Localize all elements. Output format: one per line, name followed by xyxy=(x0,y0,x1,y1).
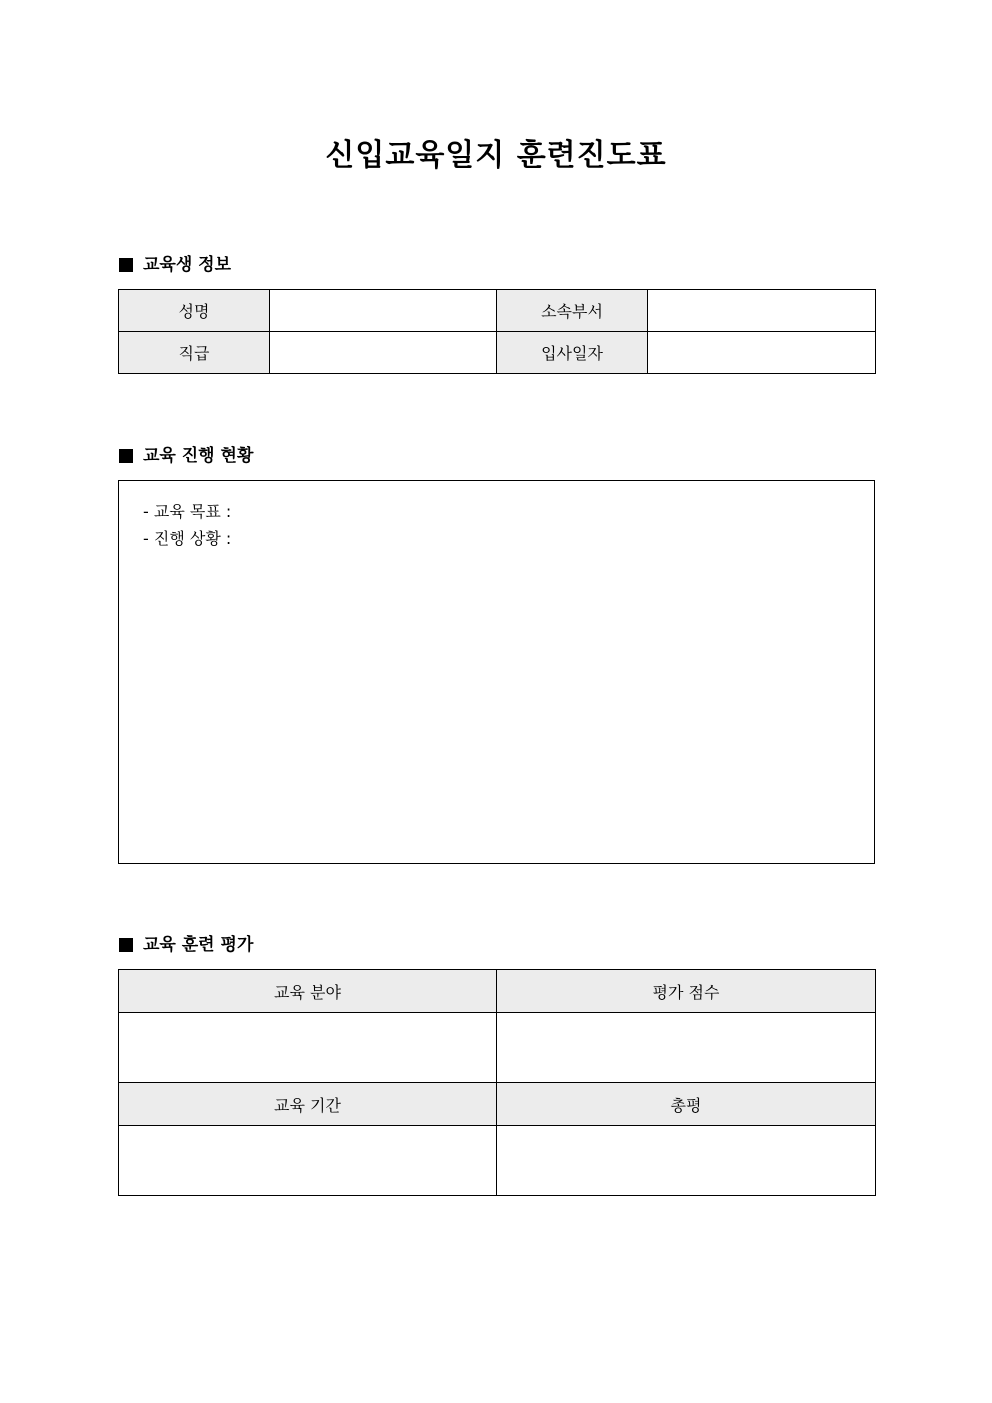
review-header: 총평 xyxy=(497,1083,876,1126)
period-header: 교육 기간 xyxy=(119,1083,497,1126)
progress-goal-line: - 교육 목표 : xyxy=(143,502,232,521)
rank-label: 직급 xyxy=(119,332,270,374)
table-row xyxy=(119,1013,876,1083)
square-bullet-icon xyxy=(119,449,133,463)
name-label: 성명 xyxy=(119,290,270,332)
table-row xyxy=(119,332,876,374)
square-bullet-icon xyxy=(119,258,133,272)
section-heading-label: 교육 진행 현황 xyxy=(143,446,254,466)
progress-box[interactable] xyxy=(118,480,875,864)
department-field[interactable] xyxy=(648,290,876,332)
field-header: 교육 분야 xyxy=(119,970,497,1013)
table-row xyxy=(119,970,876,1013)
square-bullet-icon xyxy=(119,938,133,952)
section-heading-label: 교육생 정보 xyxy=(143,255,232,275)
score-value-cell[interactable] xyxy=(497,1013,876,1083)
join-date-field[interactable] xyxy=(648,332,876,374)
name-field[interactable] xyxy=(270,290,497,332)
period-value-cell[interactable] xyxy=(119,1126,497,1196)
join-date-label: 입사일자 xyxy=(497,332,648,374)
rank-field[interactable] xyxy=(270,332,497,374)
table-row xyxy=(119,290,876,332)
progress-status-line: - 진행 상황 : xyxy=(143,529,232,548)
department-label: 소속부서 xyxy=(497,290,648,332)
score-header: 평가 점수 xyxy=(497,970,876,1013)
section-heading-trainee-info xyxy=(119,253,231,277)
field-value-cell[interactable] xyxy=(119,1013,497,1083)
evaluation-table xyxy=(118,969,876,1196)
table-row xyxy=(119,1126,876,1196)
review-value-cell[interactable] xyxy=(497,1126,876,1196)
section-heading-evaluation xyxy=(119,933,253,957)
section-heading-label: 교육 훈련 평가 xyxy=(143,935,254,955)
table-row xyxy=(119,1083,876,1126)
trainee-info-table xyxy=(118,289,876,374)
section-heading-progress xyxy=(119,444,253,468)
page-title: 신입교육일지 훈련진도표 xyxy=(325,138,667,173)
